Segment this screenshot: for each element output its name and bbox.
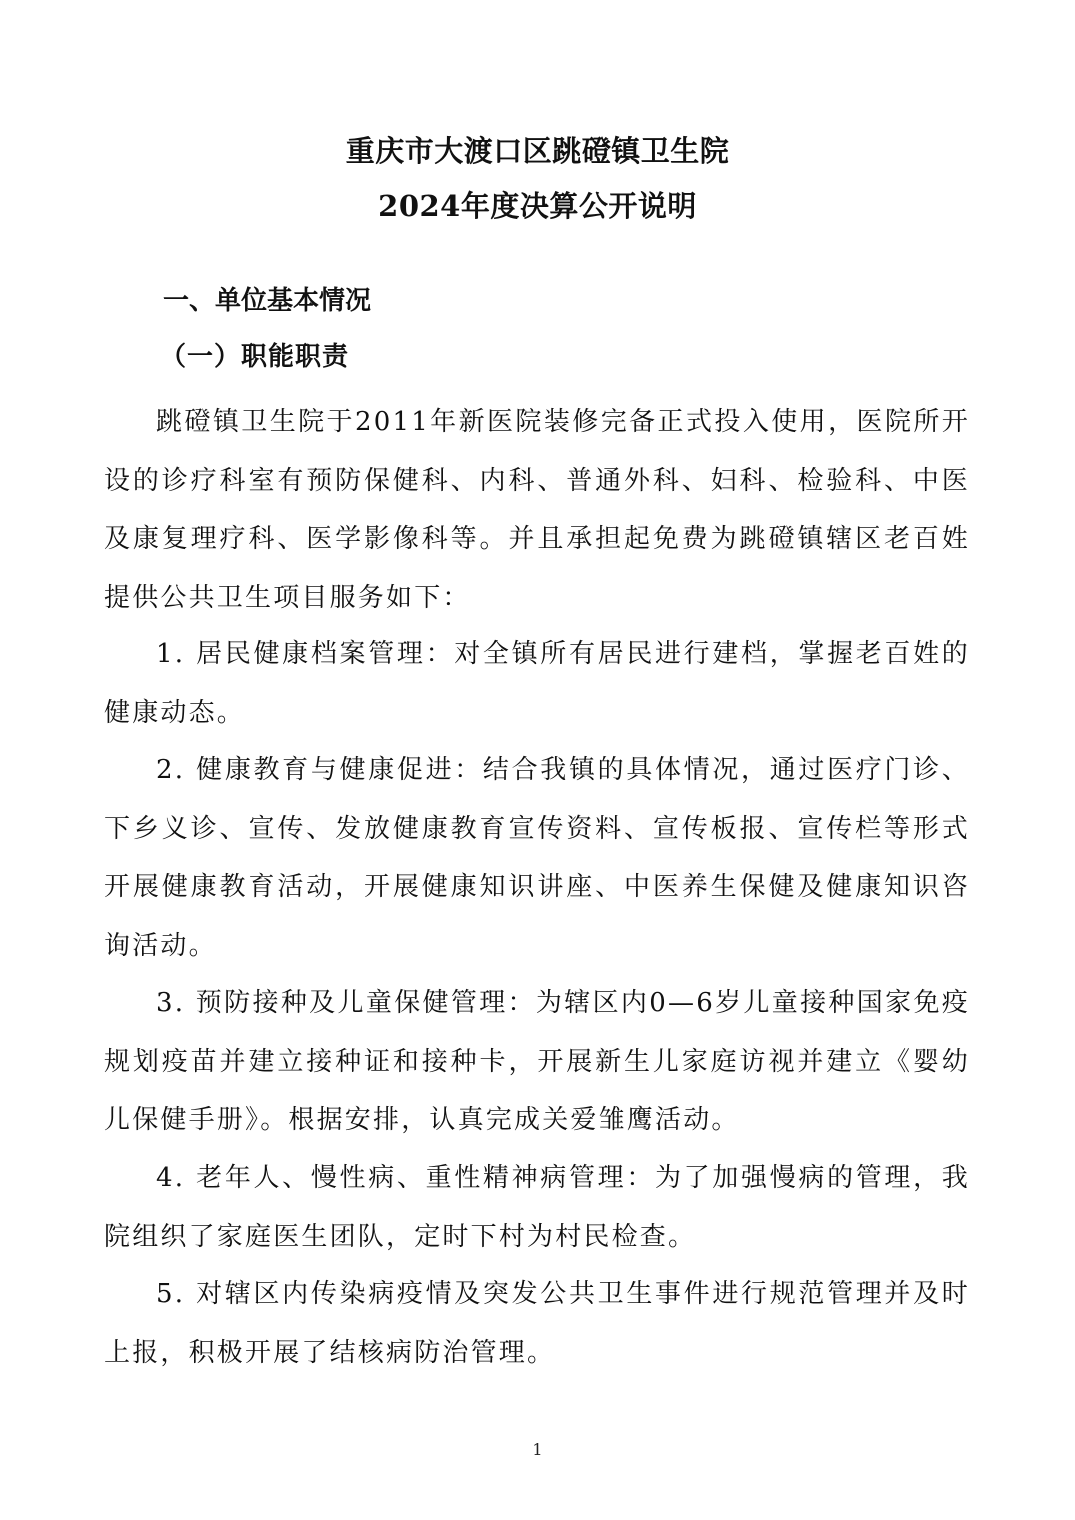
intro-paragraph: 跳磴镇卫生院于2011年新医院装修完备正式投入使用，医院所开设的诊疗科室有预防保健科、内科、普通外科、妇科、检验科、中医及康复理疗科、医学影像科等。并且承担起免费为跳磴镇辖区老百姓提供公共卫生项目服务如下： [104, 407, 970, 613]
list-item-3: 3. 预防接种及儿童保健管理：为辖区内0—6岁儿童接种国家免疫规划疫苗并建立接种证和接种卡，开展新生儿家庭访视并建立《婴幼儿保健手册》。根据安排，认真完成关爱雏鹰活动。 [104, 988, 970, 1135]
page-number: 1 [532, 1440, 543, 1459]
list-item-2: 2. 健康教育与健康促进：结合我镇的具体情况，通过医疗门诊、下乡义诊、宣传、发放健康教育宣传资料、宣传板报、宣传栏等形式开展健康教育活动，开展健康知识讲座、中医养生保健及健康知识咨询活动。 [104, 755, 970, 961]
subsection-heading: （一）职能职责 [160, 342, 350, 372]
document-title-line-2: 2024年度决算公开说明 [378, 189, 697, 223]
list-item-4: 4. 老年人、慢性病、重性精神病管理：为了加强慢病的管理，我院组织了家庭医生团队，定时下村为村民检查。 [104, 1163, 970, 1252]
list-item-5: 5. 对辖区内传染病疫情及突发公共卫生事件进行规范管理并及时上报，积极开展了结核病防治管理。 [104, 1279, 970, 1368]
document-title-line-1: 重庆市大渡口区跳磴镇卫生院 [345, 134, 730, 168]
list-item-1: 1. 居民健康档案管理：对全镇所有居民进行建档，掌握老百姓的健康动态。 [104, 639, 970, 728]
section-heading: 一、单位基本情况 [163, 286, 372, 316]
